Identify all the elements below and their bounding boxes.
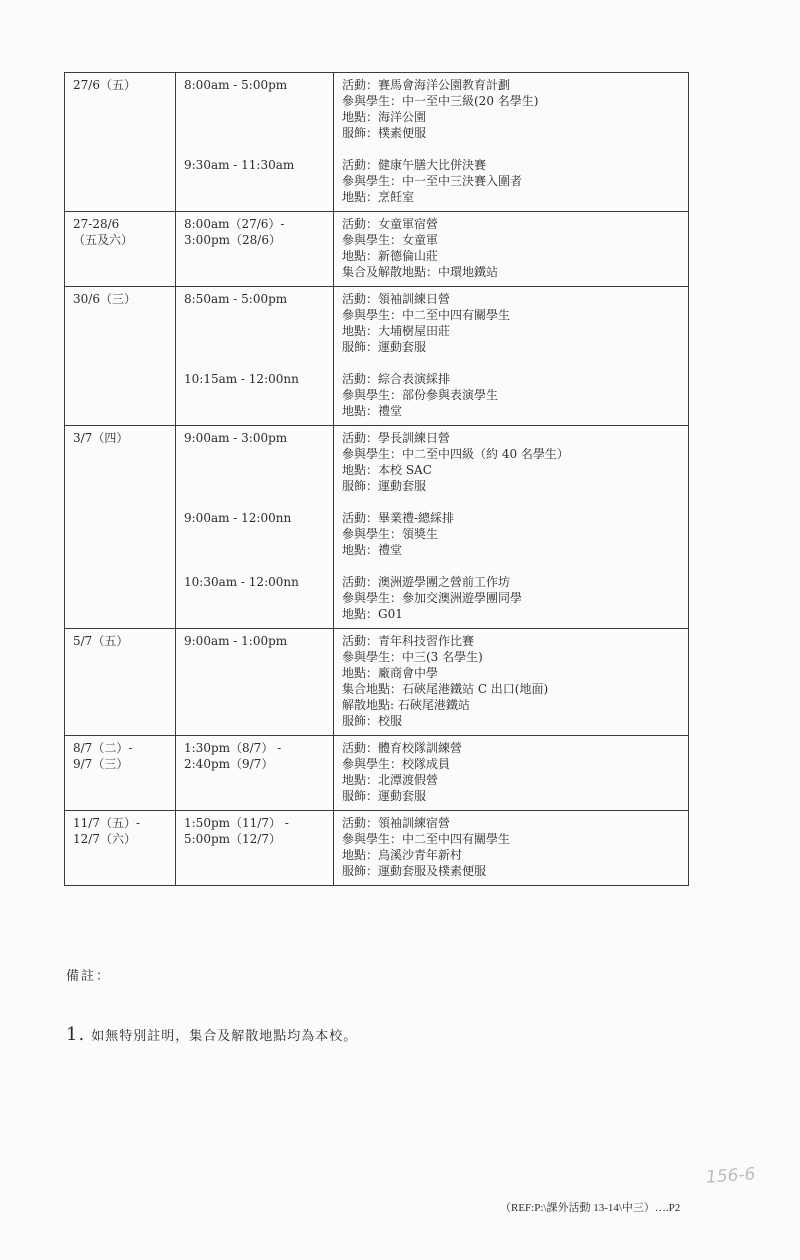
detail-line: 活動：青年科技習作比賽 xyxy=(342,634,475,648)
note-text: 如無特別註明，集合及解散地點均為本校。 xyxy=(91,1029,358,1044)
time-block xyxy=(184,510,327,558)
date-cell xyxy=(65,629,176,736)
date-text: 3/7（四） xyxy=(73,431,129,445)
footer-reference: （REF:P:\課外活動 13-14\中三）….P2 xyxy=(500,1202,681,1214)
detail-line: 服飾：運動套服 xyxy=(342,340,427,354)
schedule-row xyxy=(65,811,689,886)
time-text: 5:00pm（12/7） xyxy=(184,832,281,846)
detail-line: 參與學生：中一至中三決賽入圍者 xyxy=(342,174,523,188)
detail-line: 地點：G01 xyxy=(342,607,403,621)
date-text: 5/7（五） xyxy=(73,634,129,648)
detail-line: 參與學生：中二至中四級（約 40 名學生） xyxy=(342,447,569,461)
date-cell xyxy=(65,287,176,426)
time-text: 8:50am - 5:00pm xyxy=(184,292,288,306)
detail-line: 地點：烏溪沙青年新村 xyxy=(342,848,463,862)
time-block xyxy=(184,77,327,141)
detail-line: 活動：澳洲遊學團之營前工作坊 xyxy=(342,575,511,589)
remarks-label: 備註： xyxy=(66,969,112,984)
date-text: 27-28/6 xyxy=(73,217,120,231)
time-cell xyxy=(176,629,334,736)
detail-line: 集合及解散地點：中環地鐵站 xyxy=(342,265,499,279)
schedule-row xyxy=(65,287,689,426)
details-cell xyxy=(334,426,689,629)
time-block xyxy=(184,740,327,804)
activity-block xyxy=(342,430,682,494)
detail-line: 地點：本校 SAC xyxy=(342,463,432,477)
detail-line: 參與學生：中二至中四有關學生 xyxy=(342,832,511,846)
details-cell xyxy=(334,212,689,287)
time-text: 9:00am - 12:00nn xyxy=(184,511,292,525)
detail-line: 活動：畢業禮-總綵排 xyxy=(342,511,455,525)
date-cell xyxy=(65,426,176,629)
detail-line: 服飾：樸素便服 xyxy=(342,126,427,140)
detail-line: 地點：禮堂 xyxy=(342,404,403,418)
detail-line: 參與學生：校隊成員 xyxy=(342,757,451,771)
date-text: 11/7（五）- xyxy=(73,816,141,830)
handwritten-mark: 156-6 xyxy=(705,1164,757,1188)
schedule-row xyxy=(65,426,689,629)
activity-block xyxy=(342,77,682,141)
note-item xyxy=(66,1024,357,1045)
time-block xyxy=(184,815,327,879)
time-block xyxy=(184,574,327,622)
activity-block xyxy=(342,371,682,419)
detail-line: 活動：女童軍宿營 xyxy=(342,217,439,231)
schedule-row xyxy=(65,736,689,811)
detail-line: 服飾：運動套服 xyxy=(342,789,427,803)
time-block xyxy=(184,216,327,280)
time-cell xyxy=(176,287,334,426)
activity-block xyxy=(342,815,682,879)
time-text: 10:15am - 12:00nn xyxy=(184,372,299,386)
time-cell xyxy=(176,811,334,886)
details-cell xyxy=(334,73,689,212)
detail-line: 參與學生：中二至中四有關學生 xyxy=(342,308,511,322)
detail-line: 服飾：運動套服 xyxy=(342,479,427,493)
activity-block xyxy=(342,291,682,355)
detail-line: 地點：新德倫山莊 xyxy=(342,249,439,263)
time-text: 9:00am - 3:00pm xyxy=(184,431,288,445)
activity-block xyxy=(342,157,682,205)
time-text: 1:50pm（11/7） - xyxy=(184,816,289,830)
detail-line: 地點：廠商會中學 xyxy=(342,666,439,680)
detail-line: 活動：體育校隊訓練營 xyxy=(342,741,463,755)
activity-block xyxy=(342,510,682,558)
detail-line: 解散地點: 石硤尾港鐵站 xyxy=(342,698,470,712)
time-text: 2:40pm（9/7） xyxy=(184,757,274,771)
detail-line: 活動：學長訓練日營 xyxy=(342,431,451,445)
schedule-row xyxy=(65,73,689,212)
time-text: 10:30am - 12:00nn xyxy=(184,575,299,589)
time-cell xyxy=(176,736,334,811)
date-text: 9/7（三） xyxy=(73,757,129,771)
detail-line: 活動：健康午膳大比併決賽 xyxy=(342,158,487,172)
time-text: 8:00am（27/6）- xyxy=(184,217,285,231)
detail-line: 參與學生：中三(3 名學生) xyxy=(342,650,483,664)
detail-line: 地點：北潭渡假營 xyxy=(342,773,439,787)
time-text: 8:00am - 5:00pm xyxy=(184,78,288,92)
date-cell xyxy=(65,212,176,287)
date-text: 27/6（五） xyxy=(73,78,136,92)
detail-line: 參與學生：部份參與表演學生 xyxy=(342,388,499,402)
detail-line: 服飾：運動套服及樸素便服 xyxy=(342,864,487,878)
activity-block xyxy=(342,574,682,622)
activity-block xyxy=(342,740,682,804)
time-cell xyxy=(176,426,334,629)
detail-line: 地點：大埔樹屋田莊 xyxy=(342,324,451,338)
activity-block xyxy=(342,633,682,729)
time-text: 9:30am - 11:30am xyxy=(184,158,295,172)
time-text: 3:00pm（28/6） xyxy=(184,233,281,247)
date-text: （五及六） xyxy=(73,233,134,247)
date-cell xyxy=(65,736,176,811)
time-block xyxy=(184,430,327,494)
activity-block xyxy=(342,216,682,280)
detail-line: 活動：綜合表演綵排 xyxy=(342,372,451,386)
detail-line: 活動：領袖訓練宿營 xyxy=(342,816,451,830)
detail-line: 服飾：校服 xyxy=(342,714,403,728)
time-block xyxy=(184,291,327,355)
time-cell xyxy=(176,73,334,212)
date-text: 8/7（二）- xyxy=(73,741,133,755)
schedule-table xyxy=(64,72,689,886)
time-block xyxy=(184,371,327,419)
details-cell xyxy=(334,736,689,811)
schedule-body xyxy=(65,73,689,886)
time-block xyxy=(184,633,327,729)
time-cell xyxy=(176,212,334,287)
detail-line: 參與學生：參加交澳洲遊學團同學 xyxy=(342,591,523,605)
date-text: 12/7（六） xyxy=(73,832,136,846)
time-text: 9:00am - 1:00pm xyxy=(184,634,288,648)
detail-line: 地點：烹飪室 xyxy=(342,190,415,204)
detail-line: 參與學生：領獎生 xyxy=(342,527,439,541)
date-cell xyxy=(65,73,176,212)
details-cell xyxy=(334,629,689,736)
detail-line: 地點：禮堂 xyxy=(342,543,403,557)
time-text: 1:30pm（8/7） - xyxy=(184,741,282,755)
note-number: 1. xyxy=(66,1024,86,1045)
detail-line: 地點：海洋公園 xyxy=(342,110,427,124)
details-cell xyxy=(334,811,689,886)
detail-line: 活動：領袖訓練日營 xyxy=(342,292,451,306)
detail-line: 集合地點：石硤尾港鐵站 C 出口(地面) xyxy=(342,682,549,696)
schedule-row xyxy=(65,629,689,736)
date-text: 30/6（三） xyxy=(73,292,136,306)
date-cell xyxy=(65,811,176,886)
details-cell xyxy=(334,287,689,426)
time-block xyxy=(184,157,327,205)
detail-line: 活動：賽馬會海洋公園教育計劃 xyxy=(342,78,511,92)
schedule-row xyxy=(65,212,689,287)
detail-line: 參與學生：女童軍 xyxy=(342,233,439,247)
detail-line: 參與學生：中一至中三級(20 名學生) xyxy=(342,94,539,108)
